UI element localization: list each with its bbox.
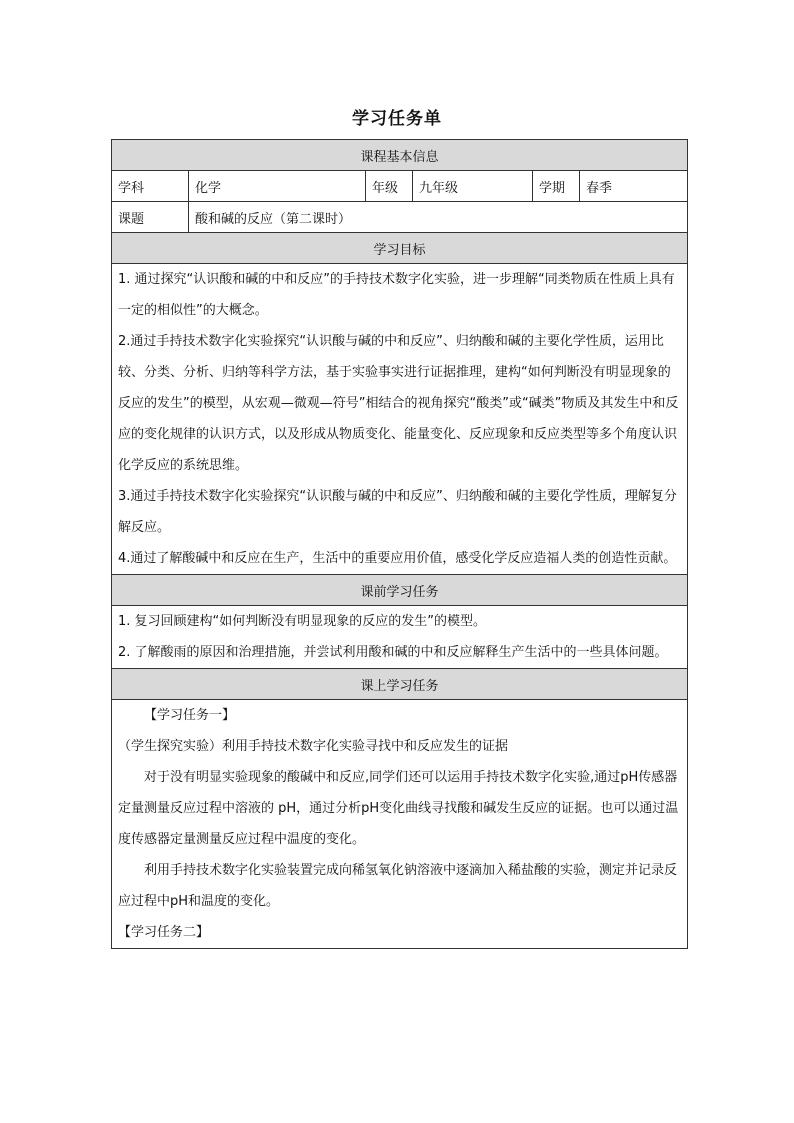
section-header-objectives: 学习目标 — [112, 233, 688, 264]
section-header-class-tasks: 课上学习任务 — [112, 669, 688, 700]
task1-paragraph: 利用手持技术数字化实验装置完成向稀氢氧化钠溶液中逐滴加入稀盐酸的实验，测定并记录反应过程中pH和温度的变化。 — [118, 863, 678, 909]
task2-heading: 【学习任务二】 — [118, 925, 210, 940]
class-tasks-cell — [112, 700, 688, 949]
pre-task-item: 1. 复习回顾建构“如何判断没有明显现象的反应的发生”的模型。 — [118, 614, 487, 629]
pre-tasks-cell — [112, 606, 688, 669]
term-label: 学期 — [533, 171, 580, 202]
pre-task-item: 2. 了解酸雨的原因和治理措施，并尝试利用酸和碱的中和反应解释生产生活中的一些具体问题。 — [118, 645, 668, 660]
subject-label: 学科 — [112, 171, 189, 202]
objective-item: 4.通过了解酸碱中和反应在生产，生活中的重要应用价值，感受化学反应造福人类的创造性贡献。 — [118, 551, 677, 566]
topic-value: 酸和碱的反应（第二课时） — [189, 202, 688, 233]
task1-paragraph: 对于没有明显实验现象的酸碱中和反应,同学们还可以运用手持技术数字化实验,通过pH传感器定量测量反应过程中溶液的 pH，通过分析pH变化曲线寻找酸和碱发生反应的证据。也可以通过温度传感器定量测量反应过程中温度的变化。 — [118, 770, 679, 847]
objective-item: 1. 通过探究“认识酸和碱的中和反应”的手持技术数字化实验，进一步理解“同类物质在性质上具有一定的相似性”的大概念。 — [118, 272, 675, 318]
objective-item: 2.通过手持技术数字化实验探究“认识酸与碱的中和反应”、归纳酸和碱的主要化学性质，运用比较、分类、分析、归纳等科学方法，基于实验事实进行证据推理，建构“如何判断没有明显现象的反应的发生”的模型，从宏观—微观—符号”相结合的视角探究“酸类”或“碱类”物质及其发生中和反应的变化规律的认识方式，以及形成从物质变化、能量变化、反应现象和反应类型等多个角度认识化学反应的系统思维。 — [118, 334, 679, 473]
objective-item: 3.通过手持技术数字化实验探究“认识酸与碱的中和反应”、归纳酸和碱的主要化学性质，理解复分解反应。 — [118, 489, 677, 535]
grade-label: 年级 — [366, 171, 413, 202]
task1-heading: 【学习任务一】 — [144, 708, 236, 723]
document-title: 学习任务单 — [352, 109, 442, 129]
topic-label: 课题 — [112, 202, 189, 233]
task-sheet-table — [111, 139, 688, 949]
task1-subtitle: （学生探究实验）利用手持技术数字化实验寻找中和反应发生的证据 — [118, 739, 509, 754]
grade-value: 九年级 — [413, 171, 533, 202]
term-value: 春季 — [580, 171, 688, 202]
section-header-pre-tasks: 课前学习任务 — [112, 575, 688, 606]
section-header-basic-info: 课程基本信息 — [112, 140, 688, 171]
objectives-cell — [112, 264, 688, 575]
subject-value: 化学 — [189, 171, 366, 202]
